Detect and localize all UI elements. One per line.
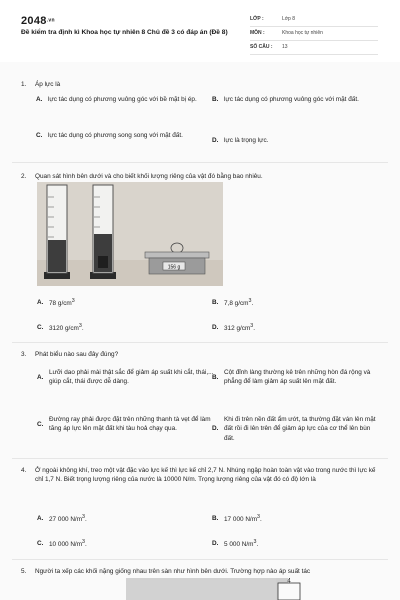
question-list	[0, 62, 400, 600]
meta-row-class	[250, 13, 378, 27]
page-title: Đề kiểm tra định kì Khoa học tự nhiên 8 Chủ đề 3 có đáp án (Đề 8)	[21, 29, 228, 36]
option-letter: A.	[36, 96, 43, 103]
stacked-blocks-figure	[126, 578, 291, 600]
unit-exponent: 3	[78, 323, 82, 329]
unit-exponent: 3	[257, 514, 261, 520]
option-d[interactable]	[212, 539, 382, 549]
cylinder-scale-figure	[37, 182, 223, 286]
divider	[12, 342, 388, 343]
option-letter: D.	[212, 540, 219, 547]
unit-exponent: 3	[253, 539, 257, 545]
option-letter: C.	[37, 420, 44, 428]
option-tail: .	[81, 325, 84, 333]
option-b[interactable]	[212, 368, 382, 387]
option-text: 27 000 N/m	[49, 516, 83, 524]
option-text: 17 000 N/m	[224, 516, 258, 524]
scale-reading: 156 g	[167, 264, 181, 271]
option-text: 3120 g/cm	[49, 325, 79, 333]
option-letter: B.	[212, 515, 219, 522]
option-letter: C.	[37, 540, 44, 547]
figure-label: 4	[287, 578, 291, 585]
question-number: 5.	[21, 568, 27, 575]
graduated-cylinder-icon	[44, 185, 70, 279]
option-letter: C.	[37, 324, 44, 331]
option-text: 10 000 N/m	[49, 541, 83, 549]
option-a[interactable]	[37, 298, 207, 308]
unit-exponent: 3	[82, 539, 86, 545]
question-text: Người ta xếp các khối nặng giống nhau trên sàn như hình bên dưới. Trường hợp nào áp suất tác	[35, 568, 311, 575]
option-d[interactable]	[212, 323, 382, 333]
meta-key: SỐ CÂU :	[250, 43, 273, 50]
meta-row-subject	[250, 27, 378, 41]
option-b[interactable]	[212, 95, 382, 104]
option-c[interactable]	[36, 131, 212, 140]
option-letter: A.	[37, 515, 44, 522]
option-b[interactable]	[212, 298, 382, 308]
option-letter: B.	[212, 373, 219, 381]
unit-exponent: 3	[250, 323, 254, 329]
option-tail: .	[260, 516, 262, 524]
option-text: Đường ray phải được đặt trên những thanh tà vẹt để làm tăng áp lực lên mặt đất khi tàu hoả chạy qua.	[49, 416, 211, 433]
option-text: lực tác dụng có phương vuông góc với mặt đất.	[224, 96, 359, 103]
option-tail: .	[85, 541, 87, 549]
option-c[interactable]	[37, 539, 207, 549]
option-text: 5 000 N/m	[224, 541, 254, 549]
option-letter: D.	[212, 425, 219, 433]
option-text: lực tác dụng có phương song song với mặt đất.	[48, 132, 183, 139]
option-tail: .	[85, 516, 87, 524]
option-letter: A.	[37, 299, 44, 306]
option-d[interactable]	[212, 415, 382, 443]
question-2	[21, 172, 381, 181]
option-c[interactable]	[37, 323, 207, 333]
option-letter: B.	[212, 96, 219, 103]
option-text: Lưỡi dao phải mài thật sắc để giảm áp suất khi cắt, thái,... giúp cắt, thái được dễ dàng.	[49, 369, 214, 386]
option-letter: A.	[37, 373, 44, 381]
option-a[interactable]	[37, 514, 207, 524]
logo-text: 2048	[21, 15, 47, 27]
option-tail: .	[251, 300, 254, 308]
option-letter: D.	[212, 324, 219, 331]
option-c[interactable]	[37, 415, 215, 434]
question-text: Áp lực là	[35, 81, 61, 88]
meta-value: Khoa học tự nhiên	[282, 29, 323, 36]
unit-exponent: 3	[71, 298, 75, 304]
option-text: 78 g/cm	[49, 300, 72, 308]
unit-exponent: 3	[248, 298, 252, 304]
question-number: 2.	[21, 173, 27, 180]
option-letter: D.	[212, 137, 219, 144]
option-text: lực là trọng lực.	[224, 137, 269, 144]
option-text: 7,8 g/cm	[224, 300, 249, 308]
question-4	[21, 466, 381, 485]
logo-tld: .vn	[46, 17, 55, 24]
question-text: Ở ngoài không khí, treo một vật đặc vào lực kế thì lực kế chỉ 2,7 N. Nhúng ngập hoàn toàn vật vào trong nước thì lực kế chỉ 1,7 N. Biết trọng lượng riêng của nước là 10000 N/m. Trọng lượng riêng của vật đó có độ lớn là	[35, 467, 376, 484]
question-text: Quan sát hình bên dưới và cho biết khối lượng riêng của vật đó bằng bao nhiêu.	[35, 173, 263, 180]
question-5	[21, 567, 381, 576]
option-text: Khi đi trên nền đất ẩm ướt, ta thường đặt ván lên mặt đất rồi đi lên trên để giảm áp lực của cơ thể lên bùn đất.	[224, 416, 376, 442]
question-3	[21, 350, 381, 359]
option-tail: .	[253, 325, 256, 333]
question-1	[21, 80, 381, 89]
option-b[interactable]	[212, 514, 382, 524]
option-a[interactable]	[37, 368, 215, 387]
divider	[12, 559, 388, 560]
meta-key: LỚP :	[250, 15, 264, 22]
option-text: lực tác dụng có phương vuông góc với bề mặt bị ép.	[48, 96, 197, 103]
page-header	[0, 0, 400, 63]
question-number: 3.	[21, 351, 27, 358]
option-letter: C.	[36, 132, 43, 139]
option-letter: B.	[212, 299, 219, 306]
option-text: Cột đỉnh làng thường kê trên những hòn đá rộng và phẳng để làm giảm áp suất lên mặt đất.	[224, 369, 371, 386]
question-text: Phát biểu nào sau đây đúng?	[35, 351, 119, 358]
question-number: 4.	[21, 467, 27, 474]
option-tail: .	[256, 541, 259, 549]
option-a[interactable]	[36, 95, 212, 104]
option-d[interactable]	[212, 136, 382, 145]
meta-row-count	[250, 41, 378, 55]
meta-key: MÔN :	[250, 29, 265, 36]
option-text: 312 g/cm	[224, 325, 251, 333]
graduated-cylinder-with-object-icon	[90, 185, 116, 279]
meta-value: 13	[282, 43, 288, 50]
question-number: 1.	[21, 81, 27, 88]
divider	[12, 162, 388, 163]
meta-value: Lớp 8	[282, 15, 296, 22]
divider	[12, 458, 388, 459]
exam-meta	[250, 13, 378, 55]
unit-exponent: 3	[82, 514, 86, 520]
